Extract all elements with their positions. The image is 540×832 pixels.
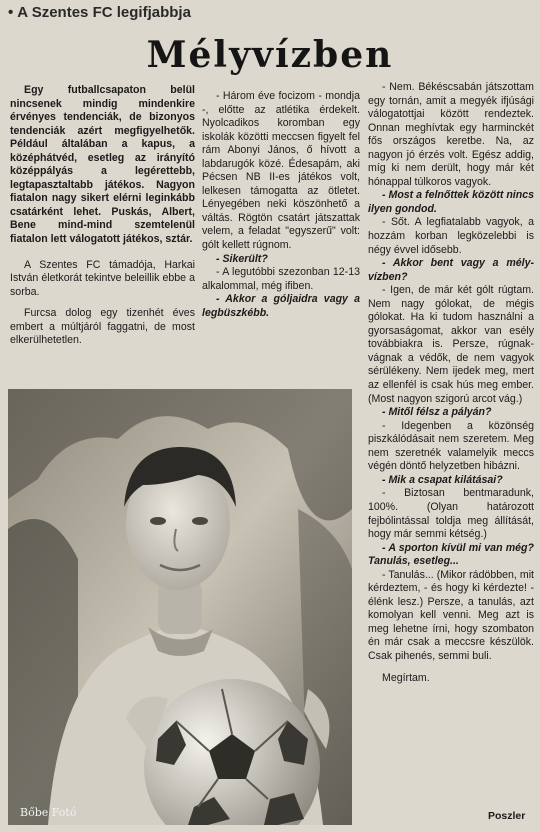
photo-credit: Bőbe Fotó — [20, 806, 77, 819]
answer-paragraph: - Idegenben a közönség piszkálódásait nem szeretem. Meg nem szeretnék valamelyik meccs végén döntő helyzetben hibázni. — [368, 419, 534, 473]
answer-paragraph: - Három éve focizom - mondja -, előtte az atlétika érdekelt. Nyolcadikos koromban egy iskolák közötti meccsen figyelt fel rám Abonyi János, ő hívott a labdarugók közé. Édesapám, aki Pécsen NB II-es játékos volt, lelkesen támogatta az ötletet. Lényegében neki köszönhető a váltás. Rögtön csatárt játszattak velem, a feladat "egyszerű" volt: gólt kellett rúgnom. — [202, 90, 360, 252]
answer-paragraph: - A legutóbbi szezonban 12-13 alkalommal, még ifiben. — [202, 266, 360, 292]
question: - Akkor a góljaidra vagy a legbüszkébb. — [202, 293, 360, 319]
author-byline: Poszler — [488, 810, 526, 822]
answer-paragraph: - Tanulás... (Mikor rádöbben, mit kérdeztem, - és hogy ki kérdezte! - élénk lesz.) Persze, a tanulás, azt komolyan kell venni. Meg azt is meg lehetne írni, hogy szombaton én már csak a meccsre készülök. Csak pihenés, semmi buli. — [368, 568, 534, 662]
question: - Mik a csapat kilátásai? — [382, 473, 503, 486]
question: - Mitől félsz a pályán? — [382, 406, 492, 419]
answer-paragraph: - Biztosan bentmaradunk, 100%. (Olyan határozott fejbólintással toldja meg állítását, hogy már semmi kétség.) — [368, 487, 534, 541]
article-column-1 — [10, 84, 195, 348]
bullet-icon: • — [8, 4, 14, 21]
headline: Mélyvízben — [146, 34, 394, 76]
article-column-3 — [368, 81, 534, 685]
lead-paragraph: Egy futballcsapaton belül nincsenek mindig mindenkire érvényes tendenciák, de bizonyos tendenciák azért megfigyelhetők. Például általában a kapus, a középhátvéd, esetleg az irányító középpályás a legérettebb, legtapasztaltabb játékos. Nagyon fiatalon nagy sikert elérni leginkább csatárként lehet. Puskás, Albert, Bene mind-mind szemtelenül fiatalon lett válogatott játékos, sztár. — [10, 84, 195, 246]
signoff: Megírtam. — [382, 671, 430, 684]
player-photo-illustration — [8, 389, 352, 825]
answer-paragraph: - Nem. Békéscsabán játszottam egy tornán, amit a megyék ifjúsági válogatottjai között rendeztek. Onnan meghívtak egy harminckét fős országos keretbe. Na, az nagyon jó érzés volt. Egész addig, míg ki nem derült, hogy már két hónappal túlkoros vagyok. — [368, 81, 534, 188]
question: - Sikerült? — [216, 252, 268, 265]
player-photo — [8, 389, 352, 825]
answer-paragraph: - Igen, de már két gólt rúgtam. Nem nagy gólokat, de mégis gólokat. Ha ki tudom használni a gyorsaságomat, akkor van esély továbbiakra is. Persze, rúgnak-vágnak a védők, de nem vagyok sérülékeny. Nem ijedek meg, mert az ellenfél is csak hús meg ember. (Most nagyon szigorú arcot vág.) — [368, 284, 534, 405]
article-column-2 — [202, 82, 360, 320]
question: - Most a felnőttek között nincs ilyen gondod. — [368, 189, 534, 215]
intro-paragraph-2: Furcsa dolog egy tizenhét éves embert a múltjáról faggatni, de most elkerülhetetlen. — [10, 307, 195, 347]
question: - Akkor bent vagy a mély-vízben? — [368, 257, 534, 283]
answer-paragraph: - Sőt. A legfiatalabb vagyok, a hozzám korban legközelebbi is négy évvel idősebb. — [368, 216, 534, 256]
intro-paragraph: A Szentes FC támadója, Harkai István életkorát tekintve beleillik ebbe a sorba. — [10, 258, 195, 298]
kicker-text: A Szentes FC legifjabbja — [17, 4, 191, 21]
question: - A sporton kívül mi van még? Tanulás, esetleg... — [368, 541, 534, 568]
kicker — [8, 4, 191, 21]
